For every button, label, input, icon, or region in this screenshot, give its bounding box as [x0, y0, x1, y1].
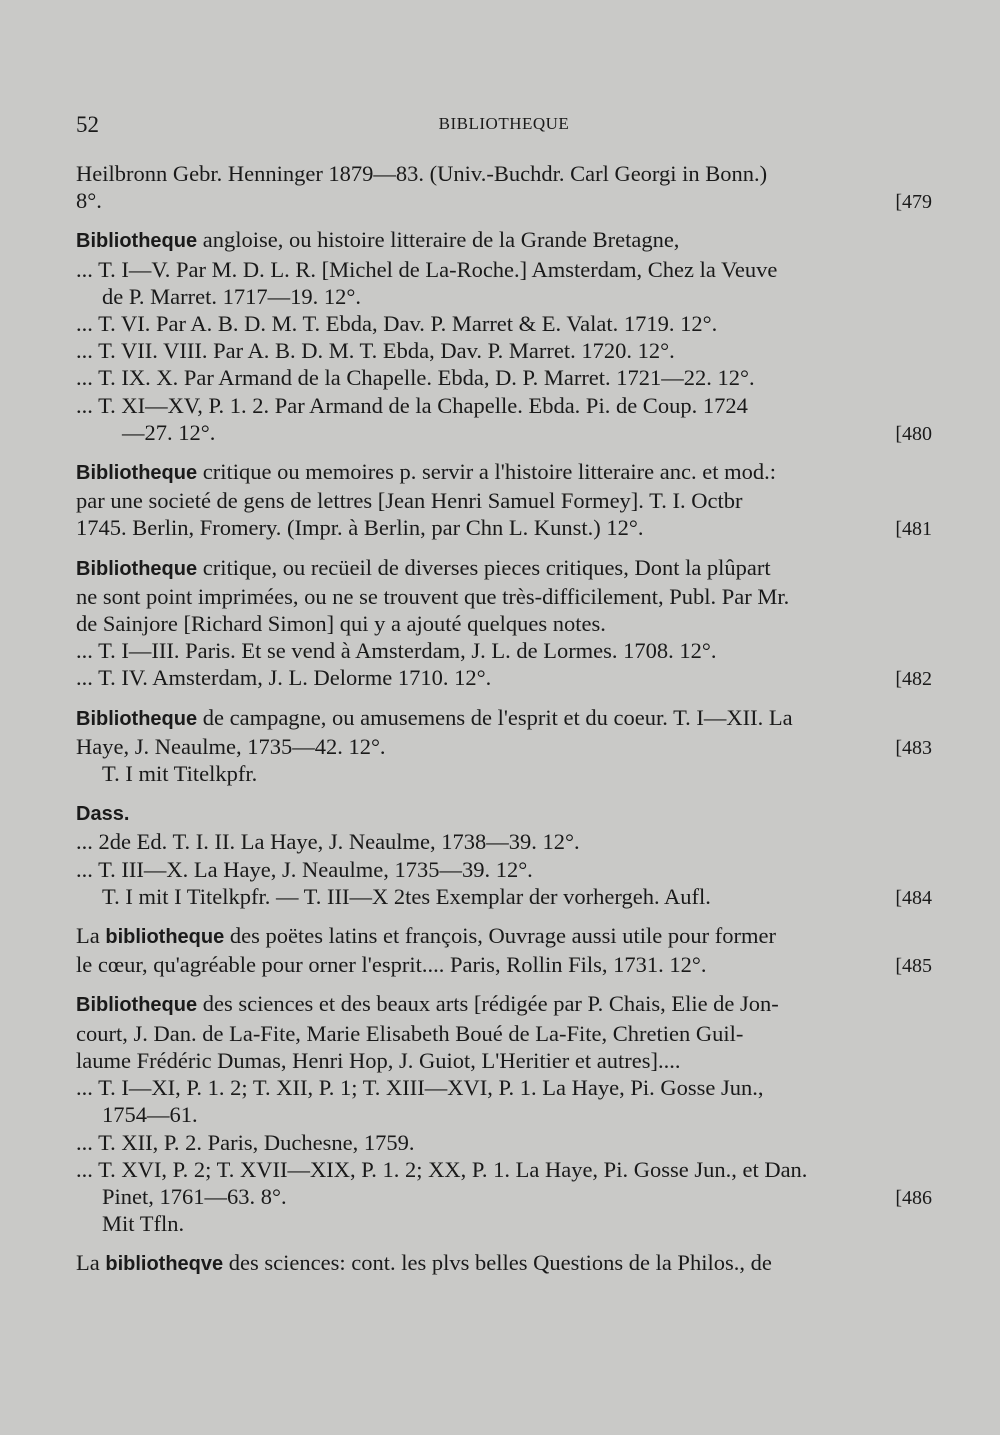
- bibliography-entry: [76, 1249, 932, 1278]
- entry-line: laume Frédéric Dumas, Henri Hop, J. Guiot, L'Heritier et autres]....: [76, 1047, 681, 1073]
- bibliography-entry: [76, 922, 932, 978]
- entry-line: ... T. III—X. La Haye, J. Neaulme, 1735—39. 12°.: [76, 856, 533, 882]
- entry-line: —27. 12°. [480: [76, 419, 932, 446]
- entry-heading: Bibliotheque: [76, 994, 198, 1017]
- entry-line: ne sont point imprimées, ou ne se trouvent que très-difficilement, Publ. Par Mr.: [76, 583, 790, 609]
- running-title: BIBLIOTHEQUE: [438, 114, 570, 133]
- bibliography-entry: [76, 458, 932, 542]
- bibliography-entry: [76, 704, 932, 788]
- entry-line: ... T. XVI, P. 2; T. XVII—XIX, P. 1. 2; XX, P. 1. La Haye, Pi. Gosse Jun., et Dan.: [76, 1156, 808, 1182]
- entry-line: ... T. XI—XV, P. 1. 2. Par Armand de la Chapelle. Ebda. Pi. de Coup. 1724: [76, 392, 748, 418]
- entry-line: Bibliotheque de campagne, ou amusemens de l'esprit et du coeur. T. I—XII. La: [76, 704, 793, 730]
- page-body: [76, 160, 932, 1291]
- entry-heading: bibliotheqve: [105, 1253, 224, 1276]
- entry-heading: Bibliotheque: [76, 230, 198, 253]
- entry-number: [485: [895, 955, 932, 978]
- entry-line: Bibliotheque critique, ou recüeil de diverses pieces critiques, Dont la plûpart: [76, 554, 771, 580]
- entry-line: de P. Marret. 1717—19. 12°.: [102, 283, 361, 309]
- entry-heading: Bibliotheque: [76, 557, 198, 580]
- entry-heading: bibliotheque: [105, 926, 225, 949]
- entry-line: ... T. XII, P. 2. Paris, Duchesne, 1759.: [76, 1129, 415, 1155]
- entry-line: T. I mit Titelkpfr.: [102, 761, 258, 787]
- entry-line: Heilbronn Gebr. Henninger 1879—83. (Univ.-Buchdr. Carl Georgi in Bonn.): [76, 161, 768, 186]
- entry-number: [481: [895, 518, 932, 541]
- entry-line: ... T. IX. X. Par Armand de la Chapelle. Ebda, D. P. Marret. 1721—22. 12°.: [76, 365, 755, 391]
- entry-line: La bibliotheqve des sciences: cont. les plvs belles Questions de la Philos., de: [76, 1250, 772, 1276]
- entry-line: ... T. I—III. Paris. Et se vend à Amsterdam, J. L. de Lormes. 1708. 12°.: [76, 638, 717, 664]
- entry-number: [484: [895, 886, 932, 909]
- entry-number: [483: [895, 736, 932, 759]
- entry-line: 1745. Berlin, Fromery. (Impr. à Berlin, par Chn L. Kunst.) 12°. [481: [76, 514, 932, 541]
- bibliography-entry: [76, 799, 932, 910]
- entry-line: ... T. VI. Par A. B. D. M. T. Ebda, Dav. P. Marret & E. Valat. 1719. 12°.: [76, 311, 718, 337]
- entry-heading: Bibliotheque: [76, 707, 198, 730]
- entry-line: 8°. [479: [76, 187, 932, 214]
- entry-number: [480: [895, 422, 932, 445]
- entry-line: Mit Tfln.: [102, 1211, 185, 1237]
- page-number: 52: [76, 112, 99, 137]
- entry-line: 1754—61.: [102, 1102, 198, 1128]
- entry-number: [482: [895, 668, 932, 691]
- entry-line: court, J. Dan. de La-Fite, Marie Elisabeth Boué de La-Fite, Chretien Guil-: [76, 1020, 744, 1046]
- entry-heading: Dass.: [76, 803, 130, 826]
- entry-line: ... 2de Ed. T. I. II. La Haye, J. Neaulme, 1738—39. 12°.: [76, 829, 580, 855]
- entry-line: [76, 799, 932, 828]
- entry-heading: Bibliotheque: [76, 462, 198, 485]
- entry-line: de Sainjore [Richard Simon] qui y a ajouté quelques notes.: [76, 611, 606, 637]
- bibliography-entry: [76, 990, 932, 1237]
- entry-line: le cœur, qu'agréable pour orner l'esprit.... Paris, Rollin Fils, 1731. 12°. [485: [76, 951, 932, 978]
- entry-line: T. I mit I Titelkpfr. — T. III—X 2tes Exemplar der vorhergeh. Aufl. [484: [76, 883, 932, 910]
- bibliography-entry: [76, 226, 932, 446]
- entry-line: par une societé de gens de lettres [Jean Henri Samuel Formey]. T. I. Octbr: [76, 488, 743, 514]
- entry-number: [479: [895, 191, 932, 214]
- entry-number: [486: [895, 1186, 932, 1209]
- entry-line: Bibliotheque angloise, ou histoire litteraire de la Grande Bretagne,: [76, 227, 680, 253]
- page-header: [76, 112, 932, 142]
- entry-line: Bibliotheque des sciences et des beaux arts [rédigée par P. Chais, Elie de Jon-: [76, 991, 779, 1017]
- entry-line: ... T. VII. VIII. Par A. B. D. M. T. Ebda, Dav. P. Marret. 1720. 12°.: [76, 338, 675, 364]
- entry-line: ... T. I—XI, P. 1. 2; T. XII, P. 1; T. XIII—XVI, P. 1. La Haye, Pi. Gosse Jun.,: [76, 1075, 764, 1101]
- bibliography-entry: [76, 160, 932, 214]
- entry-line: ... T. IV. Amsterdam, J. L. Delorme 1710. 12°. [482: [76, 664, 932, 691]
- bibliography-entry: [76, 554, 932, 692]
- entry-line: Bibliotheque critique ou memoires p. servir a l'histoire litteraire anc. et mod.:: [76, 459, 776, 485]
- entry-line: La bibliotheque des poëtes latins et françois, Ouvrage aussi utile pour former: [76, 923, 776, 949]
- entry-line: Haye, J. Neaulme, 1735—42. 12°. [483: [76, 733, 932, 760]
- entry-line: ... T. I—V. Par M. D. L. R. [Michel de La-Roche.] Amsterdam, Chez la Veuve: [76, 256, 778, 282]
- entry-line: Pinet, 1761—63. 8°. [486: [76, 1183, 932, 1210]
